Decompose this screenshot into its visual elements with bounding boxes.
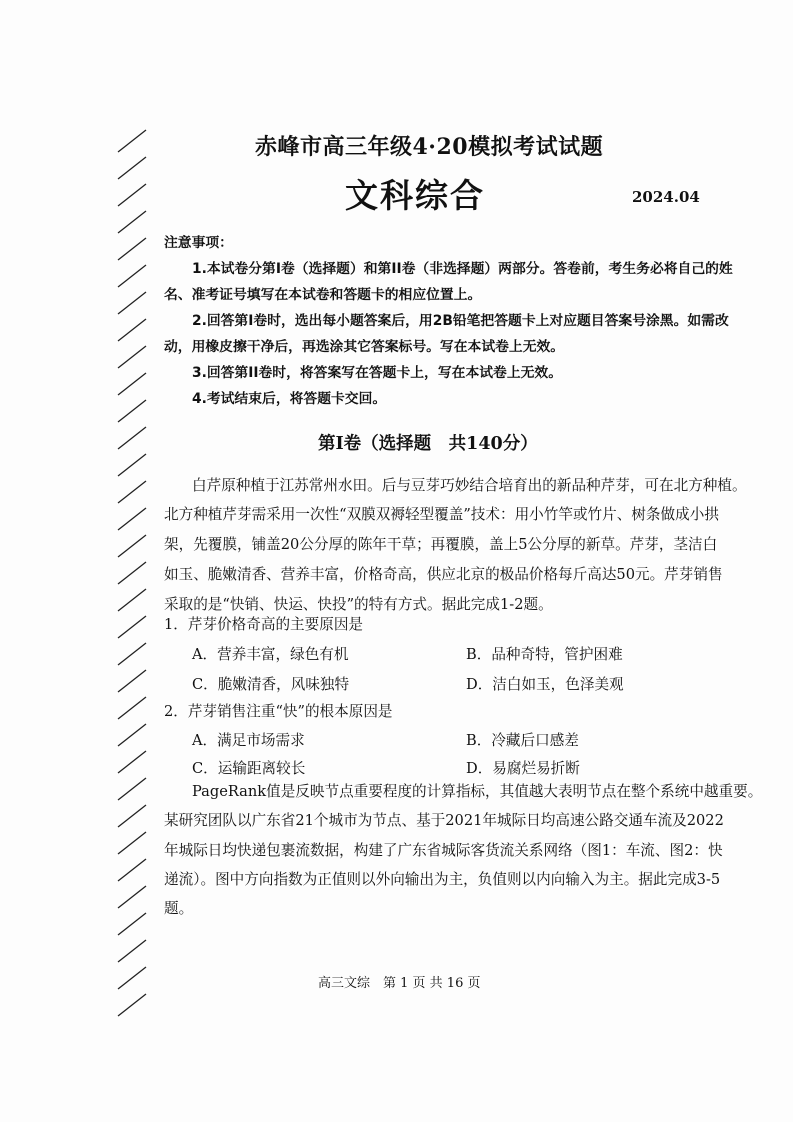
binding-slash — [118, 616, 146, 638]
binding-slash — [118, 508, 146, 530]
binding-slash — [118, 670, 146, 692]
binding-slash — [118, 184, 146, 206]
binding-slash — [118, 481, 146, 503]
binding-slash — [118, 346, 146, 368]
binding-slash — [118, 238, 146, 260]
passage-line: 白芹原种植于江苏常州水田。后与豆芽巧妙结合培育出的新品种芹芽，可在北方种植。 — [192, 477, 747, 494]
binding-slash — [118, 859, 146, 881]
binding-slash — [118, 751, 146, 773]
passage-line: PageRank值是反映节点重要程度的计算指标，其值越大表明节点在整个系统中越重要。 — [192, 783, 763, 800]
question-2-option-d: D．易腐烂易折断 — [466, 760, 580, 777]
section-heading: 第I卷（选择题 共140分） — [318, 434, 538, 454]
binding-slash — [118, 697, 146, 719]
binding-slash — [118, 535, 146, 557]
passage-line: 某研究团队以广东省21个城市为节点、基于2021年城际日均高速公路交通车流及2022 — [164, 812, 724, 829]
binding-slash — [118, 967, 146, 989]
question-2-stem: 2．芹芽销售注重“快”的根本原因是 — [164, 703, 393, 720]
binding-slash — [118, 778, 146, 800]
binding-slash — [118, 319, 146, 341]
binding-slash — [118, 832, 146, 854]
passage-line: 采取的是“快销、快运、快投”的特有方式。据此完成1-2题。 — [164, 596, 553, 613]
binding-slash — [118, 940, 146, 962]
binding-slash — [118, 211, 146, 233]
binding-slash — [118, 292, 146, 314]
passage-line: 如玉、脆嫩清香、营养丰富，价格奇高，供应北京的极品价格每斤高达50元。芹芽销售 — [164, 566, 723, 583]
question-2-option-c: C．运输距离较长 — [192, 760, 306, 777]
binding-slash — [118, 427, 146, 449]
binding-slash — [118, 130, 146, 152]
subject-title: 文科综合 — [345, 176, 485, 215]
passage-line: 递流）。图中方向指数为正值则以外向输出为主，负值则以内向输入为主。据此完成3-5 — [164, 871, 721, 888]
binding-slash — [118, 373, 146, 395]
notice-line: 动，用橡皮擦干净后，再选涂其它答案标号。写在本试卷上无效。 — [164, 339, 565, 355]
question-1-option-a: A．营养丰富，绿色有机 — [192, 646, 349, 663]
binding-slash — [118, 886, 146, 908]
question-2-option-a: A．满足市场需求 — [192, 732, 305, 749]
notice-line: 1.本试卷分第I卷（选择题）和第II卷（非选择题）两部分。答卷前，考生务必将自己的姓 — [192, 261, 733, 277]
binding-slash — [118, 724, 146, 746]
passage-line: 架，先覆膜，铺盖20公分厚的陈年干草；再覆膜，盖上5公分厚的新草。芹芽，茎洁白 — [164, 536, 718, 553]
exam-title: 赤峰市高三年级4·20模拟考试试题 — [255, 134, 604, 160]
binding-slash — [118, 400, 146, 422]
question-1-option-c: C．脆嫩清香，风味独特 — [192, 676, 350, 693]
page-footer: 高三文综 第 1 页 共 16 页 — [318, 976, 481, 991]
notice-line: 名、准考证号填写在本试卷和答题卡的相应位置上。 — [164, 287, 482, 303]
question-1-stem: 1．芹芽价格奇高的主要原因是 — [164, 616, 364, 633]
binding-slash — [118, 157, 146, 179]
binding-slash — [118, 562, 146, 584]
binding-slash — [118, 265, 146, 287]
binding-slash — [118, 913, 146, 935]
passage-line: 题。 — [164, 900, 194, 917]
question-1-option-d: D．洁白如玉，色泽美观 — [466, 676, 624, 693]
exam-date: 2024.04 — [632, 188, 700, 206]
binding-slash — [118, 589, 146, 611]
passage-line: 年城际日均快递包裹流数据，构建了广东省城际客货流关系网络（图1：车流、图2：快 — [164, 842, 723, 859]
notice-heading: 注意事项： — [164, 235, 233, 251]
question-1-option-b: B．品种奇特，管护困难 — [466, 646, 623, 663]
notice-line: 4.考试结束后，将答题卡交回。 — [192, 391, 387, 407]
binding-slash — [118, 643, 146, 665]
binding-slash — [118, 805, 146, 827]
question-2-option-b: B．冷藏后口感差 — [466, 732, 579, 749]
binding-slash — [118, 994, 146, 1016]
binding-marks — [110, 120, 160, 1020]
binding-slash — [118, 454, 146, 476]
notice-line: 3.回答第II卷时，将答案写在答题卡上，写在本试卷上无效。 — [192, 365, 563, 381]
passage-line: 北方种植芹芽需采用一次性“双膜双褥轻型覆盖”技术：用小竹竿或竹片、树条做成小拱 — [164, 506, 719, 523]
notice-line: 2.回答第I卷时，选出每小题答案后，用2B铅笔把答题卡上对应题目答案号涂黑。如需改 — [192, 313, 729, 329]
